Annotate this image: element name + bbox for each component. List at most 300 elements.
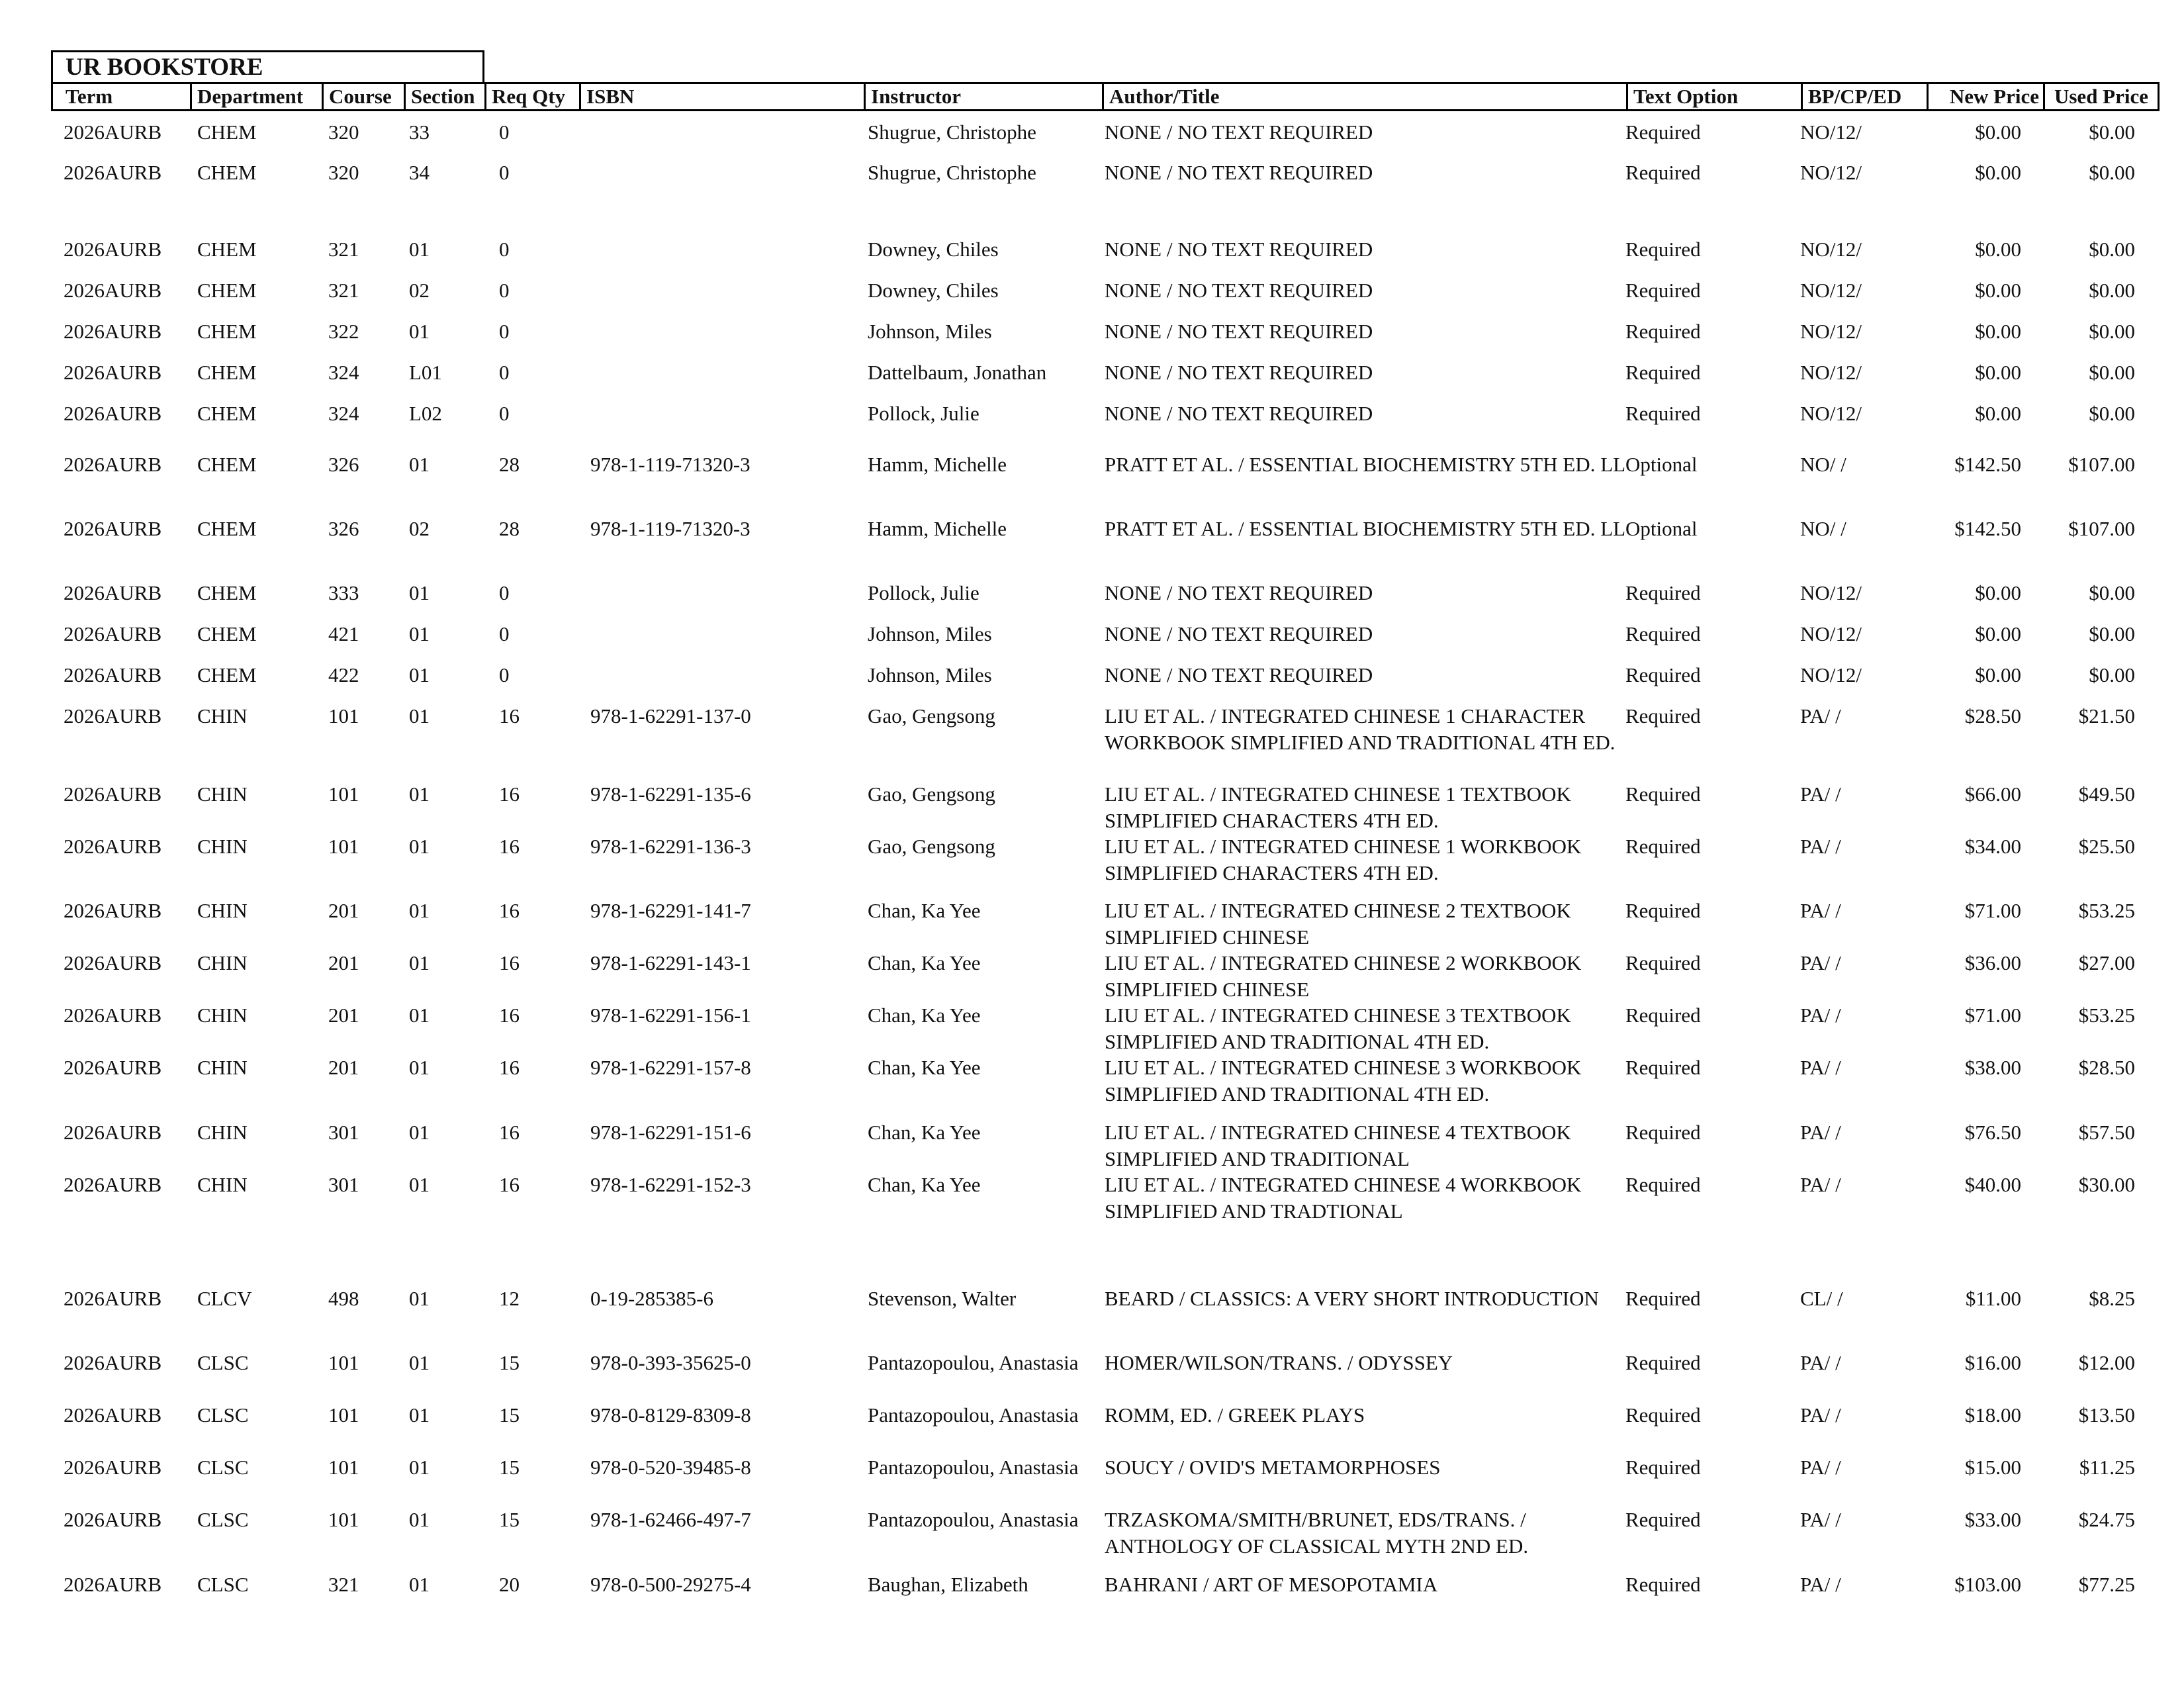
cell-bp: NO/12/ [1800, 120, 1862, 144]
cell-isbn: 978-1-62291-136-3 [590, 835, 751, 858]
cell-title: LIU ET AL. / INTEGRATED CHINESE 1 CHARACTER WORKBOOK SIMPLIFIED AND TRADITIONAL 4TH ED. [1105, 704, 1615, 754]
cell-course: 101 [328, 1403, 359, 1427]
cell-term: 2026AURB [64, 279, 162, 302]
cell-option: Required [1625, 1056, 1701, 1079]
cell-course: 321 [328, 238, 359, 261]
cell-section: 01 [409, 899, 430, 922]
cell-option: Required [1625, 899, 1701, 922]
cell-section: 01 [409, 951, 430, 974]
cell-course: 101 [328, 1351, 359, 1374]
cell-instructor: Hamm, Michelle [868, 453, 1007, 476]
cell-bp: PA/ / [1800, 1004, 1841, 1027]
cell-instructor: Downey, Chiles [868, 279, 999, 302]
cell-bp: PA/ / [1800, 1403, 1841, 1427]
cell-instructor: Johnson, Miles [868, 320, 992, 343]
cell-dept: CHEM [197, 581, 257, 604]
cell-new: $0.00 [1975, 161, 2021, 184]
cell-isbn: 978-1-119-71320-3 [590, 517, 751, 540]
cell-isbn: 978-0-520-39485-8 [590, 1456, 751, 1479]
cell-option: Required [1625, 361, 1701, 384]
cell-term: 2026AURB [64, 402, 162, 425]
cell-title: PRATT ET AL. / ESSENTIAL BIOCHEMISTRY 5TH ED. LL [1105, 517, 1626, 540]
cell-used: $0.00 [2089, 238, 2135, 261]
cell-dept: CHIN [197, 899, 248, 922]
cell-title: HOMER/WILSON/TRANS. / ODYSSEY [1105, 1351, 1453, 1374]
cell-section: 01 [409, 1403, 430, 1427]
cell-used: $28.50 [2078, 1056, 2135, 1079]
cell-title: NONE / NO TEXT REQUIRED [1105, 361, 1373, 384]
cell-qty: 0 [499, 120, 510, 144]
cell-dept: CHIN [197, 835, 248, 858]
cell-instructor: Gao, Gengsong [868, 782, 995, 806]
cell-title: NONE / NO TEXT REQUIRED [1105, 402, 1373, 425]
cell-title: BEARD / CLASSICS: A VERY SHORT INTRODUCTION [1105, 1287, 1599, 1310]
cell-course: 201 [328, 951, 359, 974]
cell-term: 2026AURB [64, 1056, 162, 1079]
cell-course: 101 [328, 704, 359, 727]
cell-term: 2026AURB [64, 1403, 162, 1427]
cell-option: Required [1625, 279, 1701, 302]
cell-section: 01 [409, 663, 430, 686]
cell-title: NONE / NO TEXT REQUIRED [1105, 279, 1373, 302]
cell-course: 498 [328, 1287, 359, 1310]
cell-term: 2026AURB [64, 835, 162, 858]
cell-dept: CHEM [197, 517, 257, 540]
cell-section: 01 [409, 1351, 430, 1374]
cell-option: Required [1625, 402, 1701, 425]
cell-course: 101 [328, 782, 359, 806]
cell-isbn: 0-19-285385-6 [590, 1287, 713, 1310]
cell-qty: 0 [499, 361, 510, 384]
cell-dept: CHEM [197, 161, 257, 184]
cell-qty: 16 [499, 1121, 520, 1144]
cell-bp: NO/12/ [1800, 402, 1862, 425]
cell-used: $30.00 [2078, 1173, 2135, 1196]
cell-dept: CLSC [197, 1456, 249, 1479]
cell-course: 321 [328, 279, 359, 302]
column-header-req-qty: Req Qty [484, 84, 579, 109]
cell-isbn: 978-1-62466-497-7 [590, 1508, 751, 1531]
cell-qty: 16 [499, 1004, 520, 1027]
cell-term: 2026AURB [64, 899, 162, 922]
cell-qty: 0 [499, 402, 510, 425]
cell-used: $8.25 [2089, 1287, 2135, 1310]
cell-term: 2026AURB [64, 951, 162, 974]
cell-dept: CHIN [197, 1173, 248, 1196]
cell-qty: 0 [499, 238, 510, 261]
cell-instructor: Pollock, Julie [868, 581, 979, 604]
cell-new: $11.00 [1965, 1287, 2021, 1310]
column-header-used-price: Used Price [2043, 84, 2158, 109]
cell-instructor: Chan, Ka Yee [868, 1056, 981, 1079]
cell-section: 01 [409, 581, 430, 604]
cell-term: 2026AURB [64, 663, 162, 686]
cell-section: 01 [409, 320, 430, 343]
cell-new: $0.00 [1975, 279, 2021, 302]
column-header-instructor: Instructor [864, 84, 1102, 109]
cell-qty: 0 [499, 581, 510, 604]
cell-bp: NO/12/ [1800, 279, 1862, 302]
cell-isbn: 978-0-393-35625-0 [590, 1351, 751, 1374]
cell-isbn: 978-1-62291-143-1 [590, 951, 751, 974]
cell-section: 01 [409, 782, 430, 806]
cell-used: $107.00 [2068, 517, 2135, 540]
cell-term: 2026AURB [64, 622, 162, 645]
cell-isbn: 978-1-62291-135-6 [590, 782, 751, 806]
cell-used: $27.00 [2078, 951, 2135, 974]
cell-used: $0.00 [2089, 361, 2135, 384]
cell-bp: PA/ / [1800, 899, 1841, 922]
table-header [51, 82, 2160, 111]
cell-used: $13.50 [2078, 1403, 2135, 1427]
cell-section: 01 [409, 835, 430, 858]
cell-dept: CHEM [197, 320, 257, 343]
cell-bp: NO/ / [1800, 517, 1846, 540]
cell-course: 326 [328, 517, 359, 540]
cell-instructor: Johnson, Miles [868, 622, 992, 645]
cell-course: 322 [328, 320, 359, 343]
cell-dept: CHIN [197, 951, 248, 974]
cell-isbn: 978-1-62291-156-1 [590, 1004, 751, 1027]
cell-instructor: Chan, Ka Yee [868, 951, 981, 974]
cell-title: TRZASKOMA/SMITH/BRUNET, EDS/TRANS. / ANTHOLOGY OF CLASSICAL MYTH 2ND ED. [1105, 1508, 1529, 1558]
cell-title: SOUCY / OVID'S METAMORPHOSES [1105, 1456, 1441, 1479]
cell-title: ROMM, ED. / GREEK PLAYS [1105, 1403, 1365, 1427]
cell-course: 101 [328, 1508, 359, 1531]
cell-instructor: Chan, Ka Yee [868, 1121, 981, 1144]
cell-new: $103.00 [1954, 1573, 2021, 1596]
cell-bp: PA/ / [1800, 951, 1841, 974]
cell-dept: CLSC [197, 1403, 249, 1427]
cell-option: Required [1625, 835, 1701, 858]
cell-dept: CHEM [197, 238, 257, 261]
cell-dept: CLCV [197, 1287, 252, 1310]
cell-course: 326 [328, 453, 359, 476]
cell-term: 2026AURB [64, 581, 162, 604]
cell-bp: NO/12/ [1800, 622, 1862, 645]
cell-instructor: Pollock, Julie [868, 402, 979, 425]
cell-bp: PA/ / [1800, 1351, 1841, 1374]
cell-course: 324 [328, 361, 359, 384]
cell-dept: CHIN [197, 1121, 248, 1144]
column-header-bp-cp-ed: BP/CP/ED [1801, 84, 1927, 109]
cell-new: $66.00 [1964, 782, 2021, 806]
cell-used: $0.00 [2089, 279, 2135, 302]
cell-term: 2026AURB [64, 517, 162, 540]
cell-qty: 0 [499, 279, 510, 302]
cell-dept: CHIN [197, 1056, 248, 1079]
cell-used: $77.25 [2078, 1573, 2135, 1596]
cell-course: 333 [328, 581, 359, 604]
cell-instructor: Chan, Ka Yee [868, 1004, 981, 1027]
cell-qty: 0 [499, 320, 510, 343]
cell-section: 01 [409, 1456, 430, 1479]
cell-title: NONE / NO TEXT REQUIRED [1105, 663, 1373, 686]
cell-title: LIU ET AL. / INTEGRATED CHINESE 2 WORKBOOK SIMPLIFIED CHINESE [1105, 951, 1582, 1001]
cell-new: $71.00 [1964, 899, 2021, 922]
cell-used: $53.25 [2078, 899, 2135, 922]
cell-qty: 16 [499, 835, 520, 858]
column-header-isbn: ISBN [579, 84, 864, 109]
cell-instructor: Shugrue, Christophe [868, 120, 1036, 144]
cell-bp: NO/12/ [1800, 361, 1862, 384]
cell-used: $0.00 [2089, 161, 2135, 184]
cell-isbn: 978-1-62291-152-3 [590, 1173, 751, 1196]
cell-term: 2026AURB [64, 361, 162, 384]
cell-bp: NO/ / [1800, 453, 1846, 476]
cell-section: 01 [409, 1287, 430, 1310]
cell-option: Required [1625, 622, 1701, 645]
cell-used: $0.00 [2089, 402, 2135, 425]
cell-instructor: Baughan, Elizabeth [868, 1573, 1028, 1596]
cell-new: $142.50 [1954, 453, 2021, 476]
cell-qty: 0 [499, 663, 510, 686]
cell-new: $33.00 [1964, 1508, 2021, 1531]
cell-term: 2026AURB [64, 1287, 162, 1310]
cell-new: $0.00 [1975, 120, 2021, 144]
cell-new: $0.00 [1975, 402, 2021, 425]
column-header-author-title: Author/Title [1102, 84, 1626, 109]
cell-qty: 16 [499, 1173, 520, 1196]
cell-used: $0.00 [2089, 581, 2135, 604]
cell-course: 324 [328, 402, 359, 425]
cell-section: 01 [409, 622, 430, 645]
cell-instructor: Chan, Ka Yee [868, 1173, 981, 1196]
cell-bp: NO/12/ [1800, 581, 1862, 604]
cell-qty: 15 [499, 1351, 520, 1374]
cell-term: 2026AURB [64, 1121, 162, 1144]
cell-bp: PA/ / [1800, 1173, 1841, 1196]
cell-term: 2026AURB [64, 1508, 162, 1531]
cell-new: $16.00 [1964, 1351, 2021, 1374]
cell-qty: 16 [499, 951, 520, 974]
cell-used: $53.25 [2078, 1004, 2135, 1027]
cell-instructor: Gao, Gengsong [868, 704, 995, 727]
cell-term: 2026AURB [64, 320, 162, 343]
cell-instructor: Pantazopoulou, Anastasia [868, 1403, 1079, 1427]
cell-new: $15.00 [1964, 1456, 2021, 1479]
cell-title: NONE / NO TEXT REQUIRED [1105, 320, 1373, 343]
cell-new: $0.00 [1975, 361, 2021, 384]
cell-option: Required [1625, 238, 1701, 261]
cell-used: $21.50 [2078, 704, 2135, 727]
cell-option: Required [1625, 951, 1701, 974]
cell-term: 2026AURB [64, 1573, 162, 1596]
cell-bp: NO/12/ [1800, 161, 1862, 184]
cell-course: 321 [328, 1573, 359, 1596]
cell-option: Required [1625, 1351, 1701, 1374]
cell-isbn: 978-1-62291-137-0 [590, 704, 751, 727]
cell-section: 01 [409, 453, 430, 476]
cell-bp: PA/ / [1800, 1573, 1841, 1596]
cell-section: 01 [409, 704, 430, 727]
cell-course: 301 [328, 1173, 359, 1196]
cell-section: 33 [409, 120, 430, 144]
cell-option: Required [1625, 581, 1701, 604]
cell-bp: PA/ / [1800, 1456, 1841, 1479]
cell-qty: 16 [499, 1056, 520, 1079]
cell-section: 01 [409, 1056, 430, 1079]
cell-instructor: Downey, Chiles [868, 238, 999, 261]
cell-used: $57.50 [2078, 1121, 2135, 1144]
cell-option: Required [1625, 1121, 1701, 1144]
cell-option: Required [1625, 1004, 1701, 1027]
cell-term: 2026AURB [64, 238, 162, 261]
cell-course: 201 [328, 899, 359, 922]
cell-qty: 16 [499, 704, 520, 727]
cell-dept: CHEM [197, 120, 257, 144]
cell-used: $24.75 [2078, 1508, 2135, 1531]
cell-dept: CHIN [197, 782, 248, 806]
cell-option: Required [1625, 782, 1701, 806]
cell-title: LIU ET AL. / INTEGRATED CHINESE 2 TEXTBOOK SIMPLIFIED CHINESE [1105, 899, 1571, 949]
cell-instructor: Pantazopoulou, Anastasia [868, 1456, 1079, 1479]
cell-new: $18.00 [1964, 1403, 2021, 1427]
cell-qty: 12 [499, 1287, 520, 1310]
cell-new: $71.00 [1964, 1004, 2021, 1027]
cell-new: $40.00 [1964, 1173, 2021, 1196]
cell-used: $0.00 [2089, 320, 2135, 343]
cell-instructor: Pantazopoulou, Anastasia [868, 1508, 1079, 1531]
cell-title: LIU ET AL. / INTEGRATED CHINESE 1 WORKBOOK SIMPLIFIED CHARACTERS 4TH ED. [1105, 835, 1582, 884]
cell-title: LIU ET AL. / INTEGRATED CHINESE 3 WORKBOOK SIMPLIFIED AND TRADITIONAL 4TH ED. [1105, 1056, 1582, 1105]
cell-title: LIU ET AL. / INTEGRATED CHINESE 3 TEXTBOOK SIMPLIFIED AND TRADITIONAL 4TH ED. [1105, 1004, 1571, 1053]
cell-title: LIU ET AL. / INTEGRATED CHINESE 4 WORKBOOK SIMPLIFIED AND TRADTIONAL [1105, 1173, 1582, 1223]
cell-term: 2026AURB [64, 1456, 162, 1479]
cell-section: 01 [409, 238, 430, 261]
cell-used: $0.00 [2089, 663, 2135, 686]
column-header-section: Section [404, 84, 486, 109]
cell-qty: 28 [499, 517, 520, 540]
cell-isbn: 978-1-62291-151-6 [590, 1121, 751, 1144]
cell-section: 01 [409, 1004, 430, 1027]
cell-new: $36.00 [1964, 951, 2021, 974]
cell-option: Required [1625, 1287, 1701, 1310]
cell-section: 01 [409, 1508, 430, 1531]
cell-dept: CLSC [197, 1351, 249, 1374]
cell-new: $0.00 [1975, 238, 2021, 261]
cell-new: $38.00 [1964, 1056, 2021, 1079]
cell-instructor: Gao, Gengsong [868, 835, 995, 858]
cell-instructor: Johnson, Miles [868, 663, 992, 686]
cell-bp: NO/12/ [1800, 238, 1862, 261]
cell-bp: CL/ / [1800, 1287, 1843, 1310]
cell-qty: 20 [499, 1573, 520, 1596]
cell-title: NONE / NO TEXT REQUIRED [1105, 622, 1373, 645]
cell-term: 2026AURB [64, 704, 162, 727]
cell-new: $0.00 [1975, 581, 2021, 604]
column-header-text-option: Text Option [1626, 84, 1801, 109]
cell-option: Required [1625, 120, 1701, 144]
cell-instructor: Shugrue, Christophe [868, 161, 1036, 184]
cell-title: NONE / NO TEXT REQUIRED [1105, 238, 1373, 261]
column-header-term: Term [66, 85, 113, 108]
cell-option: Required [1625, 1403, 1701, 1427]
cell-title: BAHRANI / ART OF MESOPOTAMIA [1105, 1573, 1438, 1596]
cell-section: 01 [409, 1173, 430, 1196]
cell-section: 02 [409, 517, 430, 540]
column-header-course: Course [322, 84, 404, 109]
cell-course: 320 [328, 161, 359, 184]
cell-term: 2026AURB [64, 782, 162, 806]
cell-used: $25.50 [2078, 835, 2135, 858]
cell-qty: 15 [499, 1456, 520, 1479]
cell-used: $11.25 [2079, 1456, 2135, 1479]
cell-course: 320 [328, 120, 359, 144]
cell-section: L02 [409, 402, 442, 425]
cell-new: $0.00 [1975, 320, 2021, 343]
cell-instructor: Pantazopoulou, Anastasia [868, 1351, 1079, 1374]
cell-isbn: 978-1-119-71320-3 [590, 453, 751, 476]
cell-course: 422 [328, 663, 359, 686]
cell-qty: 15 [499, 1508, 520, 1531]
cell-qty: 0 [499, 622, 510, 645]
cell-dept: CHEM [197, 453, 257, 476]
cell-used: $0.00 [2089, 120, 2135, 144]
cell-instructor: Chan, Ka Yee [868, 899, 981, 922]
cell-option: Required [1625, 1573, 1701, 1596]
cell-dept: CLSC [197, 1508, 249, 1531]
cell-term: 2026AURB [64, 1351, 162, 1374]
cell-option: Required [1625, 320, 1701, 343]
cell-option: Required [1625, 1456, 1701, 1479]
cell-isbn: 978-1-62291-157-8 [590, 1056, 751, 1079]
cell-dept: CHEM [197, 622, 257, 645]
cell-title: NONE / NO TEXT REQUIRED [1105, 120, 1373, 144]
cell-new: $34.00 [1964, 835, 2021, 858]
cell-option: Required [1625, 161, 1701, 184]
cell-section: L01 [409, 361, 442, 384]
cell-used: $49.50 [2078, 782, 2135, 806]
cell-option: Required [1625, 1173, 1701, 1196]
cell-bp: PA/ / [1800, 835, 1841, 858]
cell-bp: PA/ / [1800, 1508, 1841, 1531]
cell-qty: 28 [499, 453, 520, 476]
cell-title: NONE / NO TEXT REQUIRED [1105, 161, 1373, 184]
cell-dept: CHIN [197, 1004, 248, 1027]
cell-qty: 15 [499, 1403, 520, 1427]
cell-term: 2026AURB [64, 161, 162, 184]
cell-term: 2026AURB [64, 1173, 162, 1196]
cell-isbn: 978-0-500-29275-4 [590, 1573, 751, 1596]
cell-new: $28.50 [1964, 704, 2021, 727]
cell-isbn: 978-0-8129-8309-8 [590, 1403, 751, 1427]
cell-dept: CHEM [197, 663, 257, 686]
cell-dept: CHEM [197, 279, 257, 302]
cell-term: 2026AURB [64, 1004, 162, 1027]
cell-option: Optional [1625, 517, 1698, 540]
cell-used: $0.00 [2089, 622, 2135, 645]
cell-bp: NO/12/ [1800, 320, 1862, 343]
cell-bp: PA/ / [1800, 782, 1841, 806]
cell-dept: CLSC [197, 1573, 249, 1596]
cell-title: NONE / NO TEXT REQUIRED [1105, 581, 1373, 604]
cell-option: Required [1625, 1508, 1701, 1531]
cell-dept: CHIN [197, 704, 248, 727]
cell-course: 201 [328, 1056, 359, 1079]
cell-bp: PA/ / [1800, 704, 1841, 727]
cell-section: 02 [409, 279, 430, 302]
cell-used: $107.00 [2068, 453, 2135, 476]
cell-course: 301 [328, 1121, 359, 1144]
cell-bp: NO/12/ [1800, 663, 1862, 686]
cell-course: 101 [328, 835, 359, 858]
cell-instructor: Dattelbaum, Jonathan [868, 361, 1047, 384]
cell-bp: PA/ / [1800, 1121, 1841, 1144]
cell-course: 421 [328, 622, 359, 645]
page-title: UR BOOKSTORE [51, 50, 484, 82]
cell-section: 01 [409, 1573, 430, 1596]
